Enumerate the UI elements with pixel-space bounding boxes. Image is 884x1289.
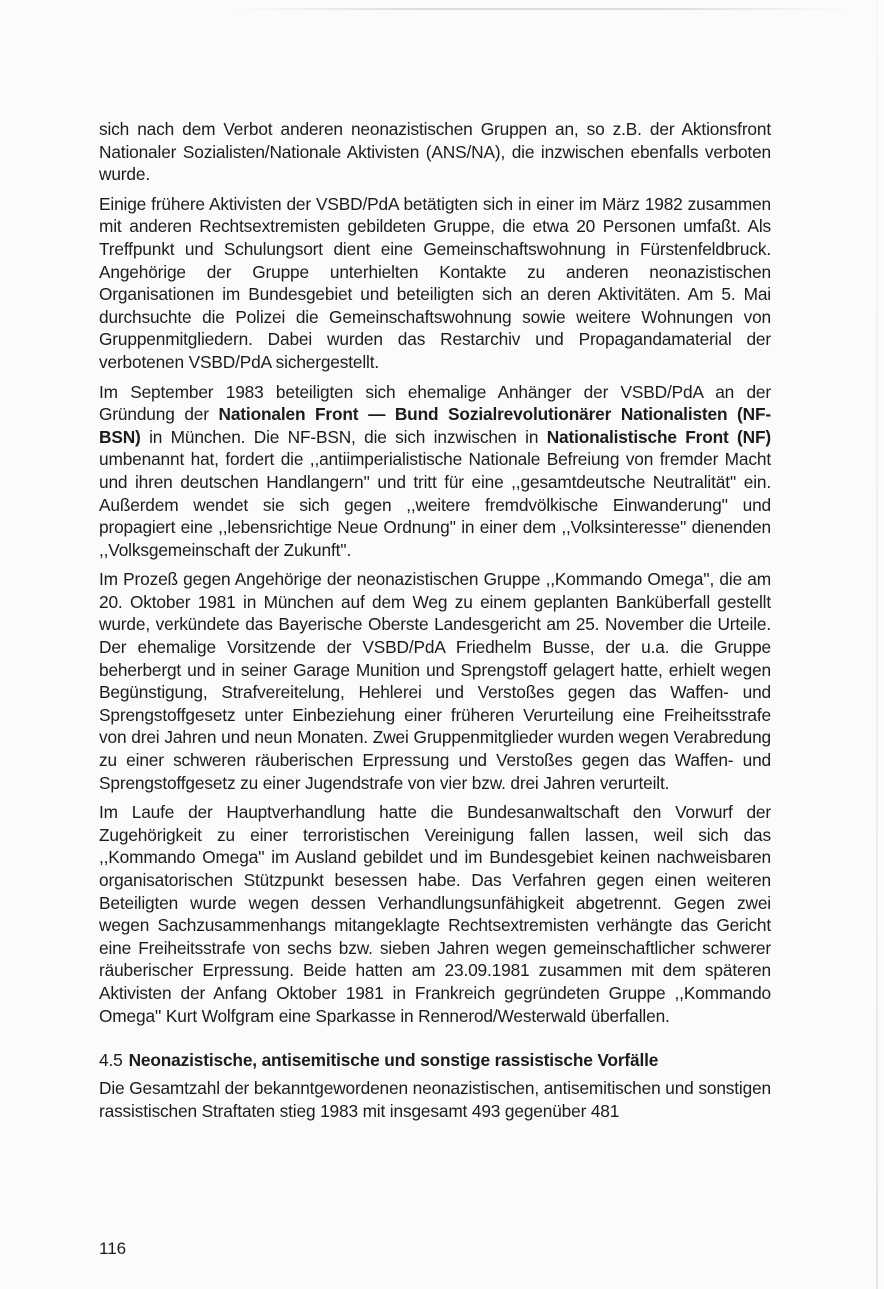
- document-body: [99, 118, 771, 1129]
- paragraph: [99, 381, 771, 562]
- scan-edge-shadow: [230, 8, 850, 10]
- text-run: Im Laufe der Hauptverhandlung hatte die Bundesanwaltschaft den Vorwurf der Zugehörigkeit zu einer terroristischen Vereinigung fallen lassen, weil sich das ,,Kommando Omega'' im Ausland gebildet und im Bundesgebiet keinen nachweisbaren organisatorischen Stützpunkt besessen habe. Das Verfahren gegen einen weiteren Beteiligten wurde wegen dessen Verhandlungsunfähigkeit abgetrennt. Gegen zwei wegen Sachzusammenhangs mitangeklagte Rechtsextremisten verhängte das Gericht eine Freiheitsstrafe von sechs bzw. sieben Jahren wegen gemeinschaftlicher schwerer räuberischer Erpressung. Beide hatten am 23.09.1981 zusammen mit dem späteren Aktivisten der Anfang Oktober 1981 in Frankreich gegründeten Gruppe ,,Kommando Omega'' Kurt Wolfgram eine Sparkasse in Rennerod/Westerwald überfallen.: [99, 802, 771, 1026]
- bold-term: Nationalen Front — Bund Sozialrevolutionärer Nationalisten (NF-BSN): [99, 404, 772, 447]
- text-run: in München. Die NF-BSN, die sich inzwischen in: [140, 426, 547, 447]
- bold-term: Nationalistische Front (NF): [546, 426, 771, 447]
- text-run: Im September 1983 beteiligten sich ehemalige Anhänger der VSBD/PdA an der Gründung der: [99, 381, 771, 425]
- text-run: Im Prozeß gegen Angehörige der neonazistischen Gruppe ,,Kommando Omega'', die am 20. Oktober 1981 in München auf dem Weg zu einem geplanten Banküberfall gestellt wurde, verkündete das Bayerische Oberste Landesgericht am 25. November die Urteile. Der ehemalige Vorsitzende der VSBD/PdA Friedhelm Busse, der u.a. die Gruppe beherbergt und in seiner Garage Munition und Sprengstoff gelagert hatte, erhielt wegen Begünstigung, Strafvereitelung, Hehlerei und Verstoßes gegen das Waffen- und Sprengstoffgesetz unter Einbeziehung einer früheren Verurteilung eine Freiheitsstrafe von drei Jahren und neun Monaten. Zwei Gruppenmitglieder wurden wegen Verabredung zu einer schweren räuberischen Erpressung und Verstoßes gegen das Waffen- und Sprengstoffgesetz zu einer Jugendstrafe von vier bzw. drei Jahren verurteilt.: [99, 569, 771, 793]
- paragraph: [99, 568, 771, 794]
- text-run: sich nach dem Verbot anderen neonazistischen Gruppen an, so z.B. der Aktionsfront Nationaler Sozialisten/Nationale Aktivisten (ANS/NA), die inzwischen ebenfalls verboten wurde.: [99, 119, 771, 185]
- section-title: Neonazistische, antisemitische und sonstige rassistische Vorfälle: [128, 1050, 659, 1071]
- text-run: Einige frühere Aktivisten der VSBD/PdA betätigten sich in einer im März 1982 zusammen mit anderen Rechtsextremisten gebildeten Gruppe, die etwa 20 Personen umfaßt. Als Treffpunkt und Schulungsort dient eine Gemeinschaftswohnung in Fürstenfeldbruck. Angehörige der Gruppe unterhielten Kontakte zu anderen neonazistischen Organisationen im Bundesgebiet und beteiligten sich an deren Aktivitäten. Am 5. Mai durchsuchte die Polizei die Gemeinschaftswohnung sowie weitere Wohnungen von Gruppenmitgliedern. Dabei wurden das Restarchiv und Propagandamaterial der verbotenen VSBD/PdA sichergestellt.: [99, 193, 771, 372]
- page-number: 116: [99, 1239, 127, 1258]
- section-intro-paragraph: Die Gesamtzahl der bekanntgewordenen neonazistischen, antisemitischen und sonstigen rassistischen Straftaten stieg 1983 mit insgesamt 493 gegenüber 481: [99, 1078, 771, 1121]
- scan-right-edge: [876, 0, 878, 1289]
- paragraph-list: [99, 118, 771, 1027]
- paragraph: [99, 118, 771, 186]
- paragraph: [99, 801, 771, 1027]
- paragraph: [99, 193, 771, 374]
- text-run: umbenannt hat, fordert die ,,antiimperialistische Nationale Befreiung von fremder Macht und ihren deutschen Handlangern'' und tritt für eine ,,gesamtdeutsche Neutralität'' ein. Außerdem wendet sie sich gegen ,,weitere fremdvölkische Einwanderung'' und propagiert eine ,,lebensrichtige Neue Ordnung'' in einer dem ,,Volksinteresse'' dienenden ,,Volksgemeinschaft der Zukunft''.: [99, 449, 771, 560]
- section-heading: [99, 1048, 771, 1072]
- section-number: 4.5: [99, 1050, 123, 1071]
